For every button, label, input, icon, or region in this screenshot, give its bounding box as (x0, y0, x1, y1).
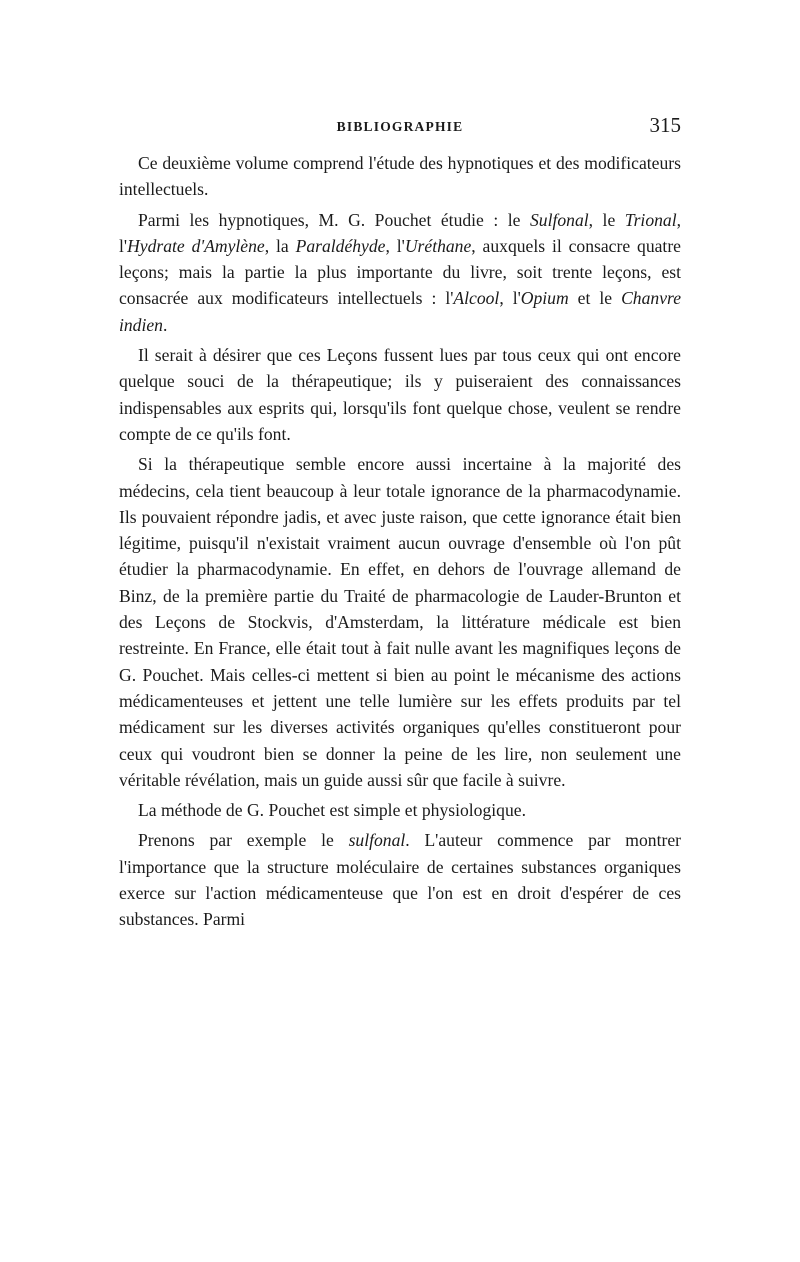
drug-name-trional: Trional (624, 209, 677, 230)
drug-name-hydrate: Hydrate d'Amylène (127, 235, 265, 256)
drug-name-paraldehyde: Paraldéhyde (295, 235, 386, 256)
paragraph-4: Si la thérapeutique semble encore aussi incertaine à la majorité des médecins, cela tient beaucoup à leur totale ignorance de la pharmacodynamie. Ils pouvaient répondre jadis, et avec juste raison, que cette ignorance était bien légitime, puisqu'il n'existait vraiment aucun ouvrage d'ensemble où l'on pût étudier la pharmacodynamie. En effet, en dehors de l'ouvrage allemand de Binz, de la première partie du Traité de pharmacologie de Lauder-Brunton et des Leçons de Stockvis, d'Amsterdam, la littérature médicale est bien restreinte. En France, elle était tout à fait nulle avant les magnifiques leçons de G. Pouchet. Mais celles-ci mettent si bien au point le mécanisme des actions médicamenteuses et jettent une telle lumière sur les effets produits par tel médicament sur les diverses activités organiques qu'elles constitueront pour ceux qui voudront bien se donner la peine de les lire, non seulement une véritable révélation, mais un guide aussi sûr que facile à suivre. (119, 454, 681, 790)
paragraph-5: La méthode de G. Pouchet est simple et physiologique. (138, 800, 526, 821)
page-number: 315 (649, 113, 681, 137)
text-run: Prenons par exemple le (138, 830, 349, 851)
paragraph-3: Il serait à désirer que ces Leçons fussent lues par tous ceux qui ont encore quelque souci de la thérapeutique; ils y puiseraient des connaissances indispensables aux esprits qui, lorsqu'ils font quelque chose, veulent se rendre compte de ce qu'ils font. (119, 345, 681, 444)
drug-name-chanvre: Chanvre indien (119, 288, 681, 335)
paragraph-1: Ce deuxième volume comprend l'étude des hypnotiques et des modificateurs intellectuels. (119, 153, 681, 200)
text-run: Parmi les hypnotiques, M. G. Pouchet étudie : le (138, 209, 530, 230)
drug-name-sulfonal: Sulfonal (529, 209, 589, 230)
paragraph-6 (119, 827, 681, 932)
text-run: , la (264, 235, 296, 256)
book-page (119, 113, 681, 933)
drug-name-urethane: Uréthane (404, 235, 472, 256)
text-run: , l' (499, 288, 521, 309)
paragraph-2 (119, 207, 681, 338)
running-head (119, 113, 681, 143)
text-run: , le (588, 209, 625, 230)
text-run: et le (568, 288, 622, 309)
text-run: , auxquels il consacre quatre leçons; mais la partie la plus importante du livre, soit trente leçons, est consacrée aux modificateurs intellectuels : l' (119, 235, 681, 309)
text-run: . (162, 314, 168, 335)
text-run: , l' (119, 209, 681, 256)
running-title: BIBLIOGRAPHIE (336, 119, 464, 134)
drug-name-opium: Opium (520, 288, 569, 309)
text-run: . L'auteur commence par montrer l'importance que la structure moléculaire de certaines substances organiques exerce sur l'action médicamenteuse que l'on est en droit d'espérer de ces substances. Parmi (119, 830, 681, 930)
drug-name-sulfonal: sulfonal (348, 830, 406, 851)
text-run: , l' (385, 235, 405, 256)
body-text (119, 150, 681, 933)
drug-name-alcool: Alcool (453, 288, 500, 309)
